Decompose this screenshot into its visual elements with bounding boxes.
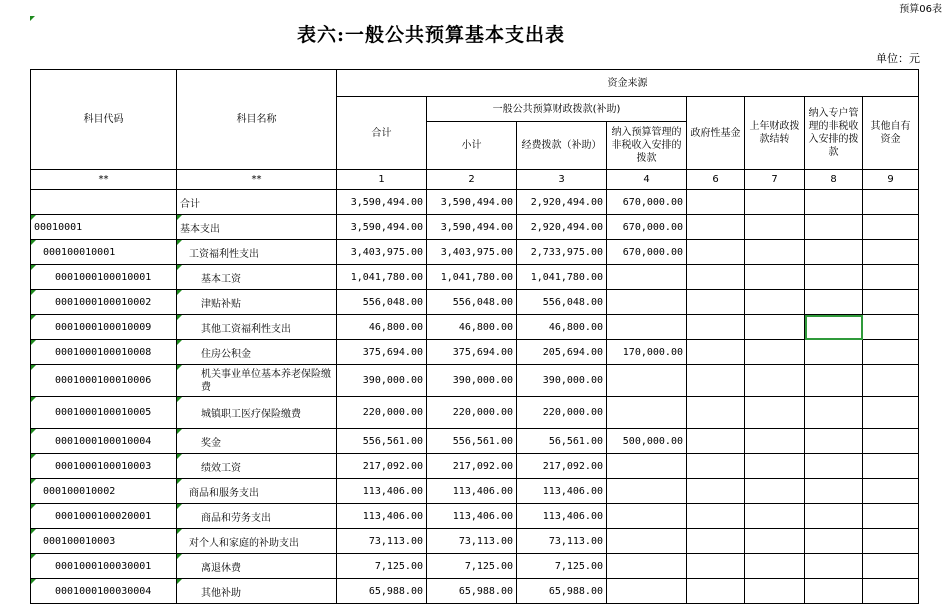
empty-cell[interactable]	[745, 340, 805, 365]
empty-cell[interactable]	[863, 479, 919, 504]
subject-name-cell[interactable]: 其他补助	[177, 579, 337, 604]
amount-cell[interactable]: 113,406.00	[427, 504, 517, 529]
subject-code-cell[interactable]: 0001000100010002	[31, 290, 177, 315]
empty-cell[interactable]	[805, 190, 863, 215]
empty-cell[interactable]	[745, 579, 805, 604]
index-cell: 4	[607, 170, 687, 190]
empty-cell[interactable]	[805, 504, 863, 529]
table-row	[31, 365, 919, 397]
header-other-funds: 其他自有资金	[863, 97, 919, 170]
empty-cell[interactable]	[863, 554, 919, 579]
amount-cell[interactable]: 65,988.00	[337, 579, 427, 604]
empty-cell[interactable]	[745, 365, 805, 397]
subject-code-cell[interactable]	[31, 190, 177, 215]
empty-cell[interactable]	[863, 454, 919, 479]
amount-cell[interactable]: 205,694.00	[517, 340, 607, 365]
subject-name-cell[interactable]: 其他工资福利性支出	[177, 315, 337, 340]
empty-cell[interactable]	[863, 240, 919, 265]
amount-cell[interactable]	[607, 397, 687, 429]
amount-cell[interactable]: 217,092.00	[427, 454, 517, 479]
empty-cell[interactable]	[745, 265, 805, 290]
table-row	[31, 554, 919, 579]
subject-name-cell[interactable]: 工资福利性支出	[177, 240, 337, 265]
amount-cell[interactable]: 670,000.00	[607, 190, 687, 215]
empty-cell[interactable]	[863, 265, 919, 290]
amount-cell[interactable]: 113,406.00	[337, 479, 427, 504]
empty-cell[interactable]	[863, 504, 919, 529]
header-fund-source: 资金来源	[337, 70, 919, 97]
empty-cell[interactable]	[687, 215, 745, 240]
amount-cell[interactable]: 2,733,975.00	[517, 240, 607, 265]
header-prev-year: 上年财政拨款结转	[745, 97, 805, 170]
empty-cell[interactable]	[863, 215, 919, 240]
subject-code-cell[interactable]: 00010001	[31, 215, 177, 240]
empty-cell[interactable]	[687, 290, 745, 315]
amount-cell[interactable]: 375,694.00	[427, 340, 517, 365]
empty-cell[interactable]	[863, 190, 919, 215]
empty-cell[interactable]	[805, 429, 863, 454]
budget-table	[30, 69, 919, 604]
empty-cell[interactable]	[805, 554, 863, 579]
amount-cell[interactable]: 3,403,975.00	[427, 240, 517, 265]
amount-cell[interactable]: 556,561.00	[427, 429, 517, 454]
table-row	[31, 265, 919, 290]
subject-name-cell[interactable]: 离退休费	[177, 554, 337, 579]
amount-cell[interactable]: 113,406.00	[427, 479, 517, 504]
subject-name-cell[interactable]: 对个人和家庭的补助支出	[177, 529, 337, 554]
table-row	[31, 215, 919, 240]
subject-name-cell[interactable]: 津贴补贴	[177, 290, 337, 315]
amount-cell[interactable]	[607, 365, 687, 397]
table-row	[31, 479, 919, 504]
subject-name-cell[interactable]: 绩效工资	[177, 454, 337, 479]
amount-cell[interactable]	[607, 290, 687, 315]
empty-cell[interactable]	[863, 290, 919, 315]
empty-cell[interactable]	[687, 479, 745, 504]
amount-cell[interactable]: 7,125.00	[517, 554, 607, 579]
index-cell: 1	[337, 170, 427, 190]
amount-cell[interactable]: 556,048.00	[427, 290, 517, 315]
empty-cell[interactable]	[805, 265, 863, 290]
amount-cell[interactable]: 46,800.00	[517, 315, 607, 340]
empty-cell[interactable]	[687, 579, 745, 604]
subject-name-cell[interactable]: 基本工资	[177, 265, 337, 290]
index-cell: 3	[517, 170, 607, 190]
subject-code-cell[interactable]: 0001000100030001	[31, 554, 177, 579]
amount-cell[interactable]	[607, 529, 687, 554]
table-row	[31, 315, 919, 340]
index-cell: 2	[427, 170, 517, 190]
subject-code-cell[interactable]: 0001000100030004	[31, 579, 177, 604]
subject-code-cell[interactable]: 000100010001	[31, 240, 177, 265]
table-row	[31, 190, 919, 215]
table-row	[31, 529, 919, 554]
amount-cell[interactable]	[607, 579, 687, 604]
subject-name-cell[interactable]: 机关事业单位基本养老保险缴费	[177, 365, 337, 397]
table-row	[31, 240, 919, 265]
header-name: 科目名称	[177, 70, 337, 170]
empty-cell[interactable]	[863, 340, 919, 365]
amount-cell[interactable]: 113,406.00	[517, 479, 607, 504]
empty-cell[interactable]	[687, 340, 745, 365]
amount-cell[interactable]: 3,590,494.00	[337, 190, 427, 215]
subject-code-cell[interactable]: 000100010002	[31, 479, 177, 504]
index-cell: 9	[863, 170, 919, 190]
table-row	[31, 504, 919, 529]
empty-cell[interactable]	[687, 190, 745, 215]
amount-cell[interactable]: 113,406.00	[337, 504, 427, 529]
amount-cell[interactable]: 556,048.00	[337, 290, 427, 315]
page-title: 表六:一般公共预算基本支出表	[296, 24, 565, 46]
selected-cell[interactable]	[805, 315, 863, 340]
subject-code-cell[interactable]: 0001000100010008	[31, 340, 177, 365]
empty-cell[interactable]	[805, 454, 863, 479]
amount-cell[interactable]: 217,092.00	[337, 454, 427, 479]
subject-code-cell[interactable]: 0001000100010003	[31, 454, 177, 479]
table-row	[31, 454, 919, 479]
amount-cell[interactable]	[607, 265, 687, 290]
table-row	[31, 429, 919, 454]
amount-cell[interactable]: 1,041,780.00	[517, 265, 607, 290]
amount-cell[interactable]: 73,113.00	[517, 529, 607, 554]
header-special-account: 纳入专户管理的非税收入安排的拨款	[805, 97, 863, 170]
amount-cell[interactable]: 7,125.00	[427, 554, 517, 579]
index-cell: 8	[805, 170, 863, 190]
empty-cell[interactable]	[745, 290, 805, 315]
index-row	[31, 170, 919, 190]
empty-cell[interactable]	[687, 454, 745, 479]
empty-cell[interactable]	[863, 579, 919, 604]
empty-cell[interactable]	[863, 365, 919, 397]
amount-cell[interactable]: 3,590,494.00	[337, 215, 427, 240]
empty-cell[interactable]	[745, 454, 805, 479]
table-row	[31, 290, 919, 315]
amount-cell[interactable]: 1,041,780.00	[427, 265, 517, 290]
header-code: 科目代码	[31, 70, 177, 170]
unit-label: 单位：元	[876, 52, 920, 65]
amount-cell[interactable]: 556,048.00	[517, 290, 607, 315]
amount-cell[interactable]: 217,092.00	[517, 454, 607, 479]
empty-cell[interactable]	[687, 315, 745, 340]
empty-cell[interactable]	[805, 365, 863, 397]
empty-cell[interactable]	[805, 340, 863, 365]
subject-name-cell[interactable]: 住房公积金	[177, 340, 337, 365]
index-cell: **	[31, 170, 177, 190]
amount-cell[interactable]: 170,000.00	[607, 340, 687, 365]
amount-cell[interactable]: 2,920,494.00	[517, 215, 607, 240]
header-subtotal: 小计	[427, 122, 517, 170]
empty-cell[interactable]	[863, 397, 919, 429]
amount-cell[interactable]	[607, 479, 687, 504]
empty-cell[interactable]	[805, 215, 863, 240]
empty-cell[interactable]	[745, 240, 805, 265]
amount-cell[interactable]: 56,561.00	[517, 429, 607, 454]
empty-cell[interactable]	[687, 397, 745, 429]
empty-cell[interactable]	[745, 315, 805, 340]
empty-cell[interactable]	[745, 429, 805, 454]
header-gov-fund: 政府性基金	[687, 97, 745, 170]
index-cell: 6	[687, 170, 745, 190]
table-row	[31, 579, 919, 604]
empty-cell[interactable]	[687, 529, 745, 554]
header-general-budget: 一般公共预算财政拨款(补助)	[427, 97, 687, 122]
amount-cell[interactable]: 3,590,494.00	[427, 190, 517, 215]
subject-code-cell[interactable]: 000100010003	[31, 529, 177, 554]
amount-cell[interactable]: 220,000.00	[337, 397, 427, 429]
subject-name-cell[interactable]: 商品和服务支出	[177, 479, 337, 504]
amount-cell[interactable]: 670,000.00	[607, 215, 687, 240]
empty-cell[interactable]	[805, 397, 863, 429]
amount-cell[interactable]: 2,920,494.00	[517, 190, 607, 215]
amount-cell[interactable]: 65,988.00	[427, 579, 517, 604]
subject-code-cell[interactable]: 0001000100020001	[31, 504, 177, 529]
subject-name-cell[interactable]: 奖金	[177, 429, 337, 454]
subject-code-cell[interactable]: 0001000100010009	[31, 315, 177, 340]
amount-cell[interactable]: 113,406.00	[517, 504, 607, 529]
amount-cell[interactable]: 220,000.00	[517, 397, 607, 429]
subject-name-cell[interactable]: 商品和劳务支出	[177, 504, 337, 529]
empty-cell[interactable]	[745, 190, 805, 215]
amount-cell[interactable]: 390,000.00	[427, 365, 517, 397]
table-row	[31, 397, 919, 429]
amount-cell[interactable]: 500,000.00	[607, 429, 687, 454]
header-funding: 经费拨款（补助）	[517, 122, 607, 170]
amount-cell[interactable]	[607, 315, 687, 340]
subject-code-cell[interactable]: 0001000100010001	[31, 265, 177, 290]
empty-cell[interactable]	[745, 554, 805, 579]
index-cell: **	[177, 170, 337, 190]
amount-cell[interactable]: 73,113.00	[427, 529, 517, 554]
subject-code-cell[interactable]: 0001000100010006	[31, 365, 177, 397]
subject-name-cell[interactable]: 合计	[177, 190, 337, 215]
empty-cell[interactable]	[745, 215, 805, 240]
index-cell: 7	[745, 170, 805, 190]
subject-name-cell[interactable]: 基本支出	[177, 215, 337, 240]
empty-cell[interactable]	[745, 479, 805, 504]
amount-cell[interactable]: 46,800.00	[427, 315, 517, 340]
amount-cell[interactable]: 46,800.00	[337, 315, 427, 340]
empty-cell[interactable]	[863, 429, 919, 454]
empty-cell[interactable]	[863, 315, 919, 340]
empty-cell[interactable]	[805, 579, 863, 604]
amount-cell[interactable]: 670,000.00	[607, 240, 687, 265]
empty-cell[interactable]	[805, 479, 863, 504]
empty-cell[interactable]	[745, 397, 805, 429]
empty-cell[interactable]	[745, 529, 805, 554]
amount-cell[interactable]	[607, 454, 687, 479]
amount-cell[interactable]: 375,694.00	[337, 340, 427, 365]
amount-cell[interactable]: 3,403,975.00	[337, 240, 427, 265]
empty-cell[interactable]	[745, 504, 805, 529]
header-nontax: 纳入预算管理的非税收入安排的拨款	[607, 122, 687, 170]
empty-cell[interactable]	[687, 265, 745, 290]
amount-cell[interactable]: 65,988.00	[517, 579, 607, 604]
empty-cell[interactable]	[687, 504, 745, 529]
amount-cell[interactable]: 220,000.00	[427, 397, 517, 429]
empty-cell[interactable]	[805, 529, 863, 554]
amount-cell[interactable]: 7,125.00	[337, 554, 427, 579]
amount-cell[interactable]: 73,113.00	[337, 529, 427, 554]
header-total: 合计	[337, 97, 427, 170]
amount-cell[interactable]: 556,561.00	[337, 429, 427, 454]
empty-cell[interactable]	[687, 240, 745, 265]
empty-cell[interactable]	[687, 554, 745, 579]
subject-name-cell[interactable]: 城镇职工医疗保险缴费	[177, 397, 337, 429]
empty-cell[interactable]	[687, 429, 745, 454]
amount-cell[interactable]: 390,000.00	[337, 365, 427, 397]
form-number: 预算06表	[899, 4, 942, 15]
subject-code-cell[interactable]: 0001000100010005	[31, 397, 177, 429]
amount-cell[interactable]	[607, 554, 687, 579]
empty-cell[interactable]	[863, 529, 919, 554]
amount-cell[interactable]: 1,041,780.00	[337, 265, 427, 290]
table-row	[31, 340, 919, 365]
amount-cell[interactable]: 390,000.00	[517, 365, 607, 397]
amount-cell[interactable]	[607, 504, 687, 529]
amount-cell[interactable]: 3,590,494.00	[427, 215, 517, 240]
empty-cell[interactable]	[805, 290, 863, 315]
empty-cell[interactable]	[687, 365, 745, 397]
subject-code-cell[interactable]: 0001000100010004	[31, 429, 177, 454]
empty-cell[interactable]	[805, 240, 863, 265]
